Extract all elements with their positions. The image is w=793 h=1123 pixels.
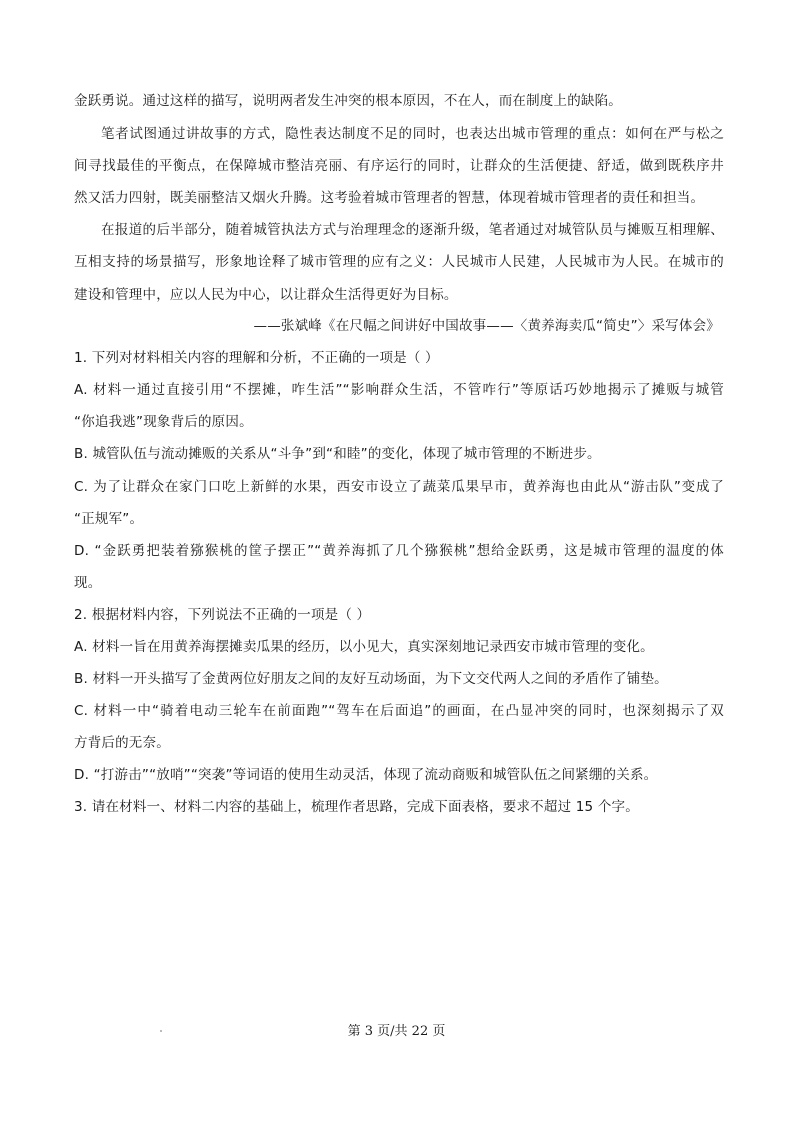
- question-1-option-a: A. 材料一通过直接引用“不摆摊，咋生活”“影响群众生活，不管咋行”等原话巧妙地揭示了摊贩与城管: [74, 382, 724, 398]
- question-2-option-c: C. 材料一中“骑着电动三轮车在前面跑”“驾车在后面追”的画面，在凸显冲突的同时，也深刻揭示了双: [74, 703, 724, 719]
- question-2-stem: 2. 根据材料内容，下列说法不正确的一项是（ ）: [74, 607, 371, 623]
- paragraph-line: 金跃勇说。通过这样的描写，说明两者发生冲突的根本原因，不在人，而在制度上的缺陷。: [74, 93, 622, 109]
- paragraph-line: 建设和管理中，应以人民为中心，以让群众生活得更好为目标。: [74, 287, 458, 303]
- paragraph-line: 互相支持的场景描写，形象地诠释了城市管理的应有之义：人民城市人民建，人民城市为人民。在城市的: [74, 254, 724, 270]
- question-1-option-c-cont: “正规军”。: [74, 511, 144, 527]
- paragraph-line: 然又活力四射，既美丽整洁又烟火升腾。这考验着城市管理者的智慧，体现着城市管理者的责任和担当。: [74, 190, 705, 206]
- question-2-option-c-cont: 方背后的无奈。: [74, 735, 170, 751]
- paragraph-line: 间寻找最佳的平衡点，在保障城市整洁亮丽、有序运行的同时，让群众的生活便捷、舒适，做到既秩序井: [74, 158, 724, 174]
- paragraph-line: 在报道的后半部分，随着城管执法方式与治理理念的逐渐升级，笔者通过对城管队员与摊贩互相理解、: [101, 222, 724, 238]
- question-1-option-a-cont: “你追我逃”现象背后的原因。: [74, 414, 253, 430]
- question-1-option-d-cont: 现。: [74, 575, 102, 591]
- question-1-option-d: D. “金跃勇把装着猕猴桃的筐子摆正”“黄养海抓了几个猕猴桃”想给金跃勇，这是城市管理的温度的体: [74, 543, 724, 559]
- paragraph-line: 笔者试图通过讲故事的方式，隐性表达制度不足的同时，也表达出城市管理的重点：如何在严与松之: [101, 126, 724, 142]
- question-1-option-b: B. 城管队伍与流动摊贩的关系从“斗争”到“和睦”的变化，体现了城市管理的不断进步。: [74, 446, 601, 462]
- source-citation: ——张斌峰《在尺幅之间讲好中国故事——〈黄养海卖瓜“简史”〉采写体会》: [253, 318, 720, 334]
- page-footer: 第 3 页/共 22 页: [347, 1024, 446, 1039]
- question-1-stem: 1. 下列对材料相关内容的理解和分析，不正确的一项是（ ）: [74, 350, 439, 366]
- question-2-option-b: B. 材料一开头描写了金黄两位好朋友之间的友好互动场面，为下文交代两人之间的矛盾作了铺垫。: [74, 671, 668, 687]
- question-2-option-d: D. “打游击”“放哨”“突袭”等词语的使用生动灵活，体现了流动商贩和城管队伍之间紧绷的关系。: [74, 767, 658, 783]
- question-2-option-a: A. 材料一旨在用黄养海摆摊卖瓜果的经历，以小见大，真实深刻地记录西安市城市管理的变化。: [74, 639, 654, 655]
- question-1-option-c: C. 为了让群众在家门口吃上新鲜的水果，西安市设立了蔬菜瓜果早市，黄养海也由此从“游击队”变成了: [74, 479, 724, 495]
- question-3-stem: 3. 请在材料一、材料二内容的基础上，梳理作者思路，完成下面表格，要求不超过 15 个字。: [74, 799, 639, 815]
